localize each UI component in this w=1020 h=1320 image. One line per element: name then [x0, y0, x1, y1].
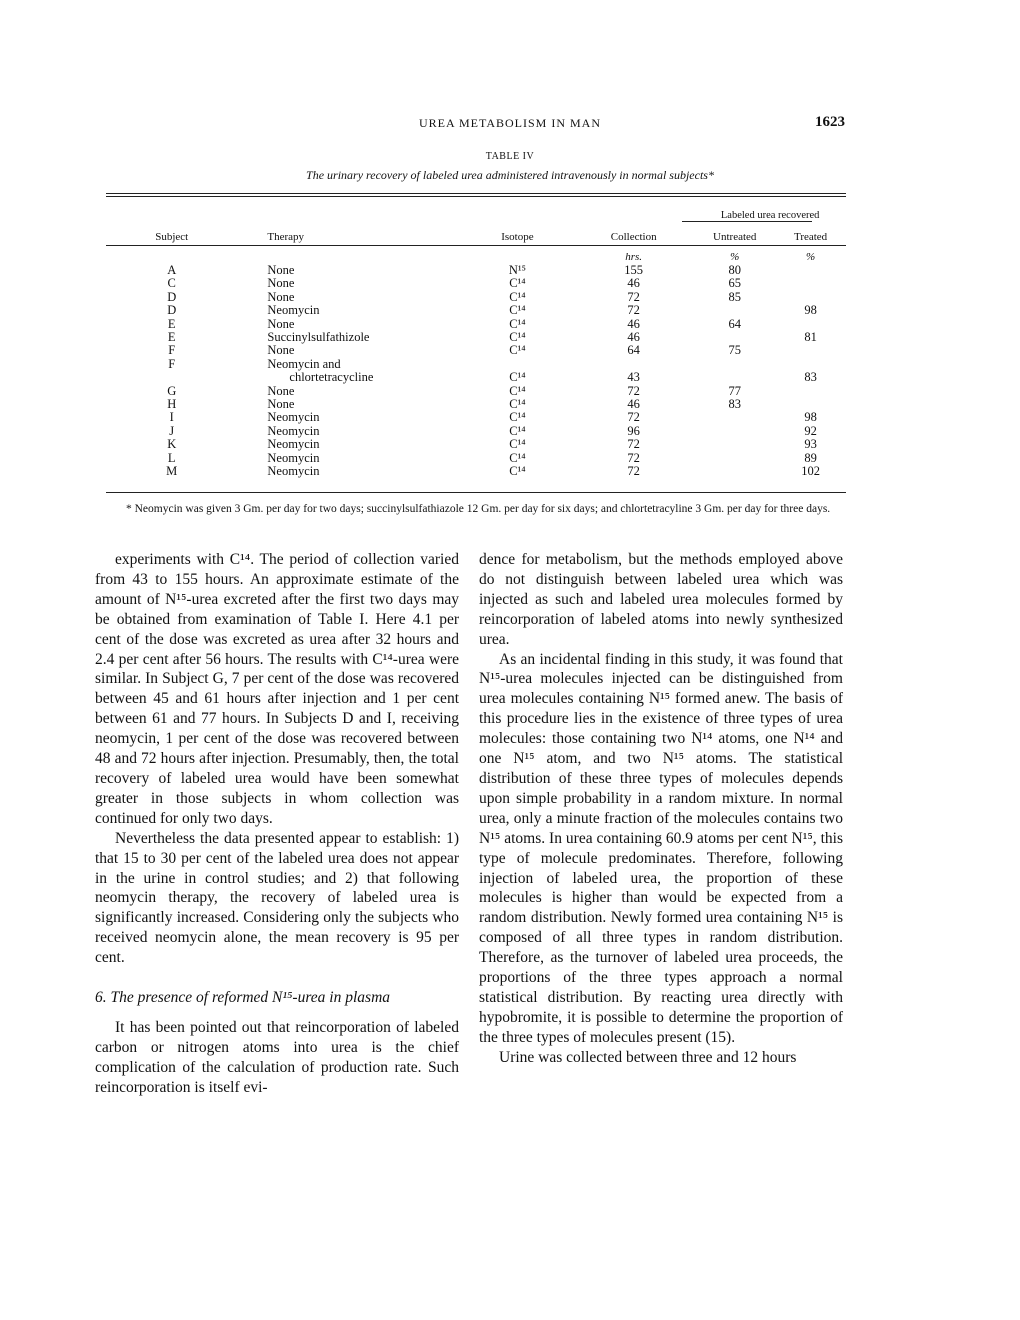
table-cell: chlortetracycline	[289, 370, 374, 385]
column-header: Therapy	[267, 230, 305, 243]
table-cell	[775, 291, 846, 304]
paragraph: Urine was collected between three and 12 hours	[499, 1048, 797, 1066]
unit-label	[462, 244, 573, 264]
table-cell	[694, 358, 775, 371]
table-row	[106, 344, 846, 357]
table-cell: C¹⁴	[509, 464, 526, 479]
recovery-table	[106, 200, 846, 479]
table-cell: 46	[627, 397, 640, 412]
column-header: Subject	[155, 230, 189, 243]
table-cell: C	[167, 276, 176, 291]
unit-label: hrs.	[625, 250, 643, 263]
table-row	[106, 264, 846, 277]
table-cell	[775, 385, 846, 398]
table-cell	[775, 358, 846, 371]
table-row	[106, 304, 846, 317]
table-cell: 92	[804, 423, 817, 438]
table-cell: C¹⁴	[509, 370, 526, 385]
table-cell: 83	[728, 397, 741, 412]
table-cell: Neomycin	[267, 450, 320, 465]
table-cell: 65	[728, 276, 741, 291]
unit-label	[237, 244, 461, 264]
table-cell: F	[168, 343, 176, 358]
table-cell: Neomycin	[267, 423, 320, 438]
table-cell: C¹⁴	[509, 423, 526, 438]
table-cell: H	[167, 397, 177, 412]
table-cell: C¹⁴	[509, 343, 526, 358]
table-cell	[775, 398, 846, 411]
table-cell	[694, 331, 775, 344]
table-cell: 89	[804, 450, 817, 465]
table-cell: None	[267, 383, 295, 398]
unit-label: %	[730, 250, 740, 263]
table-cell	[694, 411, 775, 424]
table-cell: 72	[627, 289, 640, 304]
table-cell: E	[167, 330, 176, 345]
table-row	[106, 277, 846, 290]
table-cell: 43	[627, 370, 640, 385]
table-row	[106, 371, 846, 384]
table-cell: 77	[728, 383, 741, 398]
table-footnote: * Neomycin was given 3 Gm. per day for two days; succinylsulfathiazole 12 Gm. per day for six days; and chlortetracyline 3 Gm. per day for three days.	[126, 503, 831, 515]
table-cell: 64	[627, 343, 640, 358]
table-cell: None	[267, 276, 295, 291]
table-cell: N¹⁵	[508, 263, 526, 277]
table-cell: 46	[627, 316, 640, 331]
table-row	[106, 358, 846, 371]
table-cell: C¹⁴	[509, 410, 526, 425]
table-cell: Neomycin	[267, 437, 320, 452]
table-cell: None	[267, 289, 295, 304]
table-cell: 155	[624, 263, 644, 277]
table-cell: 72	[627, 383, 640, 398]
table-row	[106, 425, 846, 438]
table-cell: 64	[728, 316, 741, 331]
table-cell: C¹⁴	[509, 289, 526, 304]
table-row	[106, 452, 846, 465]
table-cell: C¹⁴	[509, 437, 526, 452]
table-cell	[775, 277, 846, 290]
table-cell: None	[267, 343, 295, 358]
table-top-rule	[106, 193, 846, 194]
paragraph: dence for metabolism, but the methods employed above do not distinguish between labeled urea which was injected as such and labeled urea molecules formed by reincorporation of labeled atoms into newly synthesized urea.	[479, 551, 843, 648]
table-cell: 80	[728, 263, 741, 277]
table-cell	[573, 358, 694, 371]
table-cell: 85	[728, 289, 741, 304]
paragraph: experiments with C¹⁴. The period of collection varied from 43 to 155 hours. An approximate estimate of the amount of N¹⁵-urea excreted after the first two days may be obtained from examination of Table I. Here 4.1 per cent of the dose was excreted as urea after 32 hours and 2.4 per cent after 56 hours. The results with C¹⁴-urea were similar. In Subject G, 7 per cent of the dose was recovered between 45 and 61 hours after injection and 1 per cent between 61 and 77 hours. In Subjects D and I, receiving neomycin, 1 per cent of the dose was recovered between 48 and 72 hours after injection. Presumably, then, the total recovery of labeled urea would have been somewhat greater in those subjects in whom collection was continued for only two days.	[95, 551, 459, 827]
table-cell: L	[167, 450, 176, 465]
table-cell: None	[267, 263, 295, 277]
column-header: Untreated	[713, 230, 757, 243]
table-cell	[775, 264, 846, 277]
table-caption: The urinary recovery of labeled urea administered intravenously in normal subjects*	[306, 168, 714, 182]
table-row	[106, 398, 846, 411]
table-cell: M	[166, 464, 178, 479]
group-header: Labeled urea recovered	[720, 209, 820, 221]
table-cell: C¹⁴	[509, 303, 526, 318]
table-row	[106, 385, 846, 398]
table-cell: D	[167, 303, 177, 318]
right-column	[479, 550, 843, 1068]
table-cell: 98	[804, 303, 817, 318]
table-cell: C¹⁴	[509, 383, 526, 398]
table-cell: 72	[627, 464, 640, 479]
table-cell	[775, 344, 846, 357]
table-row	[106, 438, 846, 451]
table-cell	[694, 304, 775, 317]
table-cell: 46	[627, 330, 640, 345]
table-cell: 46	[627, 276, 640, 291]
table-cell: A	[167, 263, 177, 277]
table-cell: Neomycin	[267, 410, 320, 425]
left-column	[95, 550, 459, 1098]
table-cell: 102	[801, 464, 820, 479]
table-cell: C¹⁴	[509, 450, 526, 465]
table-cell: Neomycin and	[267, 356, 341, 371]
table-cell	[694, 438, 775, 451]
table-cell: I	[169, 410, 174, 425]
table-cell: Neomycin	[267, 464, 320, 479]
paragraph: As an incidental finding in this study, it was found that N¹⁵-urea molecules injected can be distinguished from urea molecules containing N¹⁵ formed anew. The basis of this procedure lies in the existence of three types of urea molecules: those containing two N¹⁴ atoms, one N¹⁴ and one N¹⁵ atom, and two N¹⁵ atoms. The statistical distribution of these three types of molecules depends upon simple probability in a random mixture. In normal urea, only a minute fraction of the molecules contains two N¹⁵ atoms. In urea containing 60.9 atoms per cent N¹⁵, this type of molecule predominates. Therefore, following injection of labeled urea, the proportion of these molecules is higher than would be expected from a random distribution. Newly formed urea containing N¹⁵ is composed of all three types in random distribution. Therefore, as the turnover of labeled urea proceeds, the proportions of the three types approach a normal statistical distribution. By reacting urea directly with hypobromite, it is possible to determine the proportion of the three types of molecules present (15).	[479, 650, 843, 1046]
column-header: Isotope	[501, 230, 534, 243]
table-cell: F	[168, 356, 176, 371]
table-cell	[694, 425, 775, 438]
table-cell	[106, 371, 237, 384]
table-row	[106, 318, 846, 331]
table-cell: G	[167, 383, 177, 398]
table-cell: C¹⁴	[509, 276, 526, 291]
unit-label	[106, 244, 237, 264]
table-cell	[462, 358, 573, 371]
table-bottom-rule	[106, 492, 846, 493]
table-row	[106, 465, 846, 478]
table-cell: J	[169, 423, 175, 438]
table-row	[106, 411, 846, 424]
column-header: Collection	[610, 230, 657, 243]
table-cell	[694, 371, 775, 384]
table-top-rule-2	[106, 196, 846, 197]
table-cell: 93	[804, 437, 817, 452]
column-header: Treated	[793, 230, 828, 243]
unit-label: %	[806, 250, 816, 263]
page-number: 1623	[815, 114, 845, 130]
table-cell: 72	[627, 437, 640, 452]
table-cell: Succinylsulfathizole	[267, 330, 370, 345]
table-row	[106, 291, 846, 304]
table-cell: None	[267, 397, 295, 412]
table-cell: C¹⁴	[509, 397, 526, 412]
table-cell	[775, 318, 846, 331]
table-cell: 96	[627, 423, 640, 438]
table-row	[106, 331, 846, 344]
table-cell: K	[167, 437, 177, 452]
table-label: TABLE IV	[485, 151, 535, 162]
table-cell: D	[167, 289, 177, 304]
table-cell: 75	[728, 343, 741, 358]
section-heading: 6. The presence of reformed N¹⁵-urea in plasma	[95, 989, 391, 1007]
paragraph: It has been pointed out that reincorporation of labeled carbon or nitrogen atoms into urea is the chief complication of the calculation of production rate. Such reincorporation is itself evi-	[95, 1018, 459, 1096]
table-cell: C¹⁴	[509, 316, 526, 331]
table-cell: Neomycin	[267, 303, 320, 318]
table-cell: None	[267, 316, 295, 331]
table-cell: 72	[627, 450, 640, 465]
table-cell: 98	[804, 410, 817, 425]
table-cell: E	[167, 316, 176, 331]
paragraph: Nevertheless the data presented appear to establish: 1) that 15 to 30 per cent of the labeled urea does not appear in the urine in control studies; and 2) that following neomycin therapy, the recovery of labeled urea is significantly increased. Considering only the subjects who received neomycin alone, the mean recovery is 95 per cent.	[95, 829, 459, 967]
table-cell: 72	[627, 410, 640, 425]
table-cell: 81	[804, 330, 817, 345]
table-cell: 72	[627, 303, 640, 318]
table-cell	[694, 465, 775, 478]
table-cell: C¹⁴	[509, 330, 526, 345]
running-title: UREA METABOLISM IN MAN	[418, 116, 602, 130]
table-cell	[694, 452, 775, 465]
table-cell: 83	[804, 370, 817, 385]
